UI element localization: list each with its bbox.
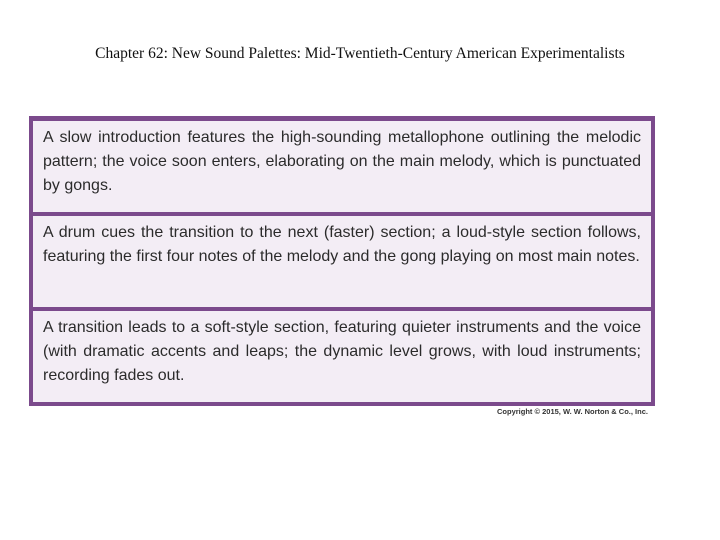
slide-title: Chapter 62: New Sound Palettes: Mid-Twentieth-Century American Experimentalists [95,45,625,62]
row-description: A slow introduction features the high-sounding metallophone outlining the melodic pattern; the voice soon enters, elaborating on the main melody, which is punctuated by gongs. [43,129,641,194]
table-row [33,311,651,402]
copyright-notice: Copyright © 2015, W. W. Norton & Co., Inc. [497,407,648,416]
table-row [33,216,651,307]
table-row [33,121,651,212]
row-description: A transition leads to a soft-style section, featuring quieter instruments and the voice (with dramatic accents and leaps; the dynamic level grows, with loud instruments; recording fades out. [43,319,641,384]
row-description: A drum cues the transition to the next (faster) section; a loud-style section follows, featuring the first four notes of the melody and the gong playing on most main notes. [43,224,641,265]
listening-guide-table [29,116,655,406]
